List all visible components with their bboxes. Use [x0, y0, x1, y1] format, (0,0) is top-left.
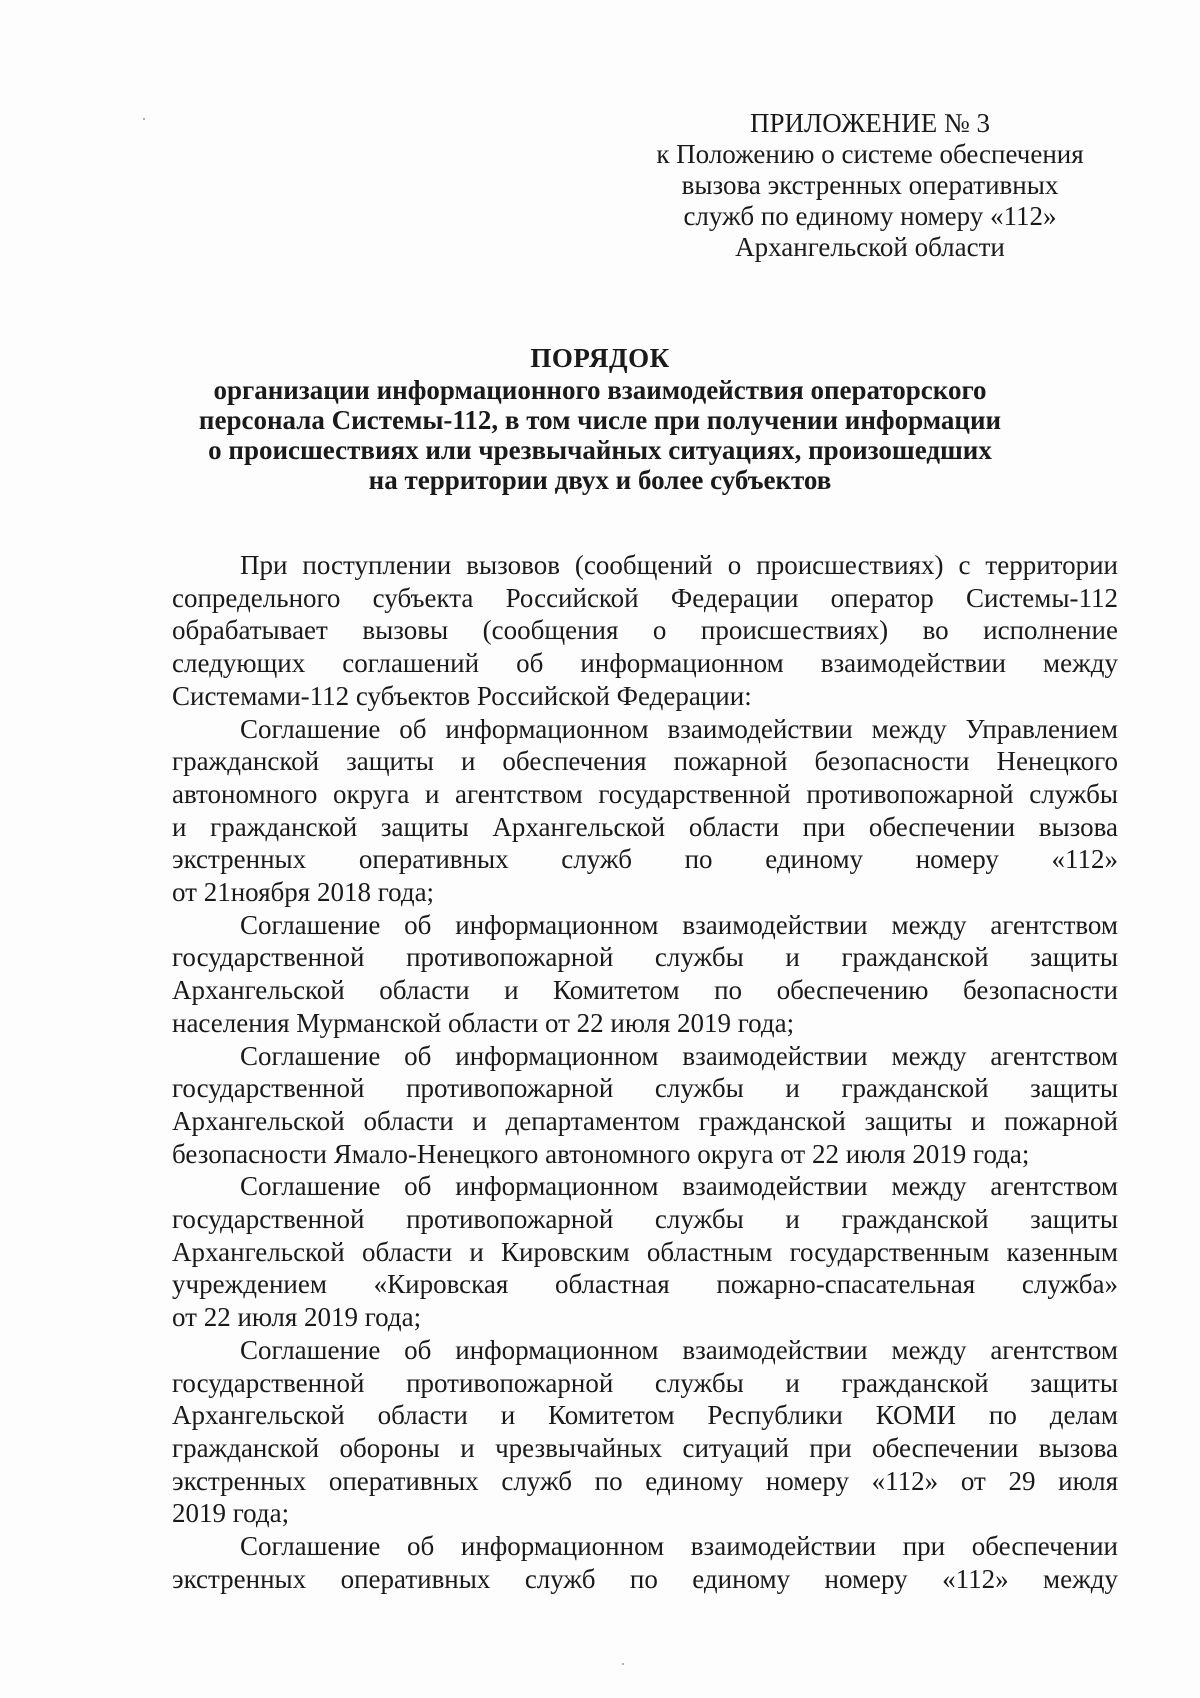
- title-line: организации информационного взаимодействия операторского: [213, 375, 987, 405]
- body-line: государственной противопожарной службы и гражданской защиты: [172, 1204, 1118, 1235]
- body-line: гражданской защиты и обеспечения пожарной безопасности Ненецкого: [172, 746, 1118, 777]
- body-line: от 21ноября 2018 года;: [172, 877, 435, 908]
- appendix-header: [620, 108, 1120, 263]
- body-line: Соглашение об информационном взаимодействии при обеспечении: [240, 1531, 1118, 1562]
- body-line: безопасности Ямало-Ненецкого автономного округа от 22 июля 2019 года;: [172, 1138, 1030, 1169]
- body-line: Архангельской области и Комитетом по обеспечению безопасности: [172, 975, 1118, 1006]
- body-line: Архангельской области и департаментом гражданской защиты и пожарной: [172, 1105, 1118, 1136]
- title-line: персонала Системы-112, в том числе при получении информации: [198, 405, 1002, 435]
- body-line: Соглашение об информационном взаимодействии между Управлением: [240, 713, 1118, 744]
- appendix-line: Архангельской области: [735, 232, 1005, 262]
- body-line: следующих соглашений об информационном взаимодействии между: [172, 648, 1118, 679]
- body-line: экстренных оперативных служб по единому номеру «112»: [172, 844, 1118, 875]
- body-line: населения Мурманской области от 22 июля 2019 года;: [172, 1007, 795, 1038]
- body-line: Соглашение об информационном взаимодействии между агентством: [240, 1334, 1118, 1365]
- body-line: государственной противопожарной службы и гражданской защиты: [172, 1073, 1118, 1104]
- appendix-line: служб по единому номеру «112»: [683, 201, 1057, 231]
- body-line: учреждением «Кировская областная пожарно-спасательная служба»: [172, 1269, 1118, 1300]
- body-line: Архангельской области и Комитетом Республики КОМИ по делам: [172, 1400, 1118, 1431]
- appendix-line: ПРИЛОЖЕНИЕ № 3: [749, 108, 991, 138]
- scan-speck: [143, 118, 145, 120]
- body-line: обрабатывает вызовы (сообщения о происшествиях) во исполнение: [172, 615, 1118, 646]
- body-line: экстренных оперативных служб по единому номеру «112» от 29 июля: [172, 1465, 1118, 1496]
- body-line: государственной противопожарной службы и гражданской защиты: [172, 942, 1118, 973]
- body-line: 2019 года;: [172, 1498, 290, 1529]
- body-line: и гражданской защиты Архангельской области при обеспечении вызова: [172, 811, 1118, 842]
- body-line: государственной противопожарной службы и гражданской защиты: [172, 1367, 1118, 1398]
- body-line: Соглашение об информационном взаимодействии между агентством: [240, 1171, 1118, 1202]
- body-line: автономного округа и агентством государственной противопожарной службы: [172, 778, 1118, 809]
- body-line: Архангельской области и Кировским областным государственным казенным: [172, 1236, 1118, 1267]
- body-line: Соглашение об информационном взаимодействии между агентством: [240, 1040, 1118, 1071]
- title-line: о происшествиях или чрезвычайных ситуациях, произошедших: [208, 435, 992, 465]
- body-line: от 22 июля 2019 года;: [172, 1302, 422, 1333]
- appendix-line: вызова экстренных оперативных: [681, 170, 1059, 200]
- scan-speck: [622, 1663, 624, 1665]
- body-line: гражданской обороны и чрезвычайных ситуаций при обеспечении вызова: [172, 1432, 1118, 1463]
- appendix-line: к Положению о системе обеспечения: [656, 139, 1084, 169]
- body-line: Соглашение об информационном взаимодействии между агентством: [240, 909, 1118, 940]
- title-main: ПОРЯДОК: [530, 343, 670, 373]
- document-body: [172, 549, 1118, 1596]
- body-line: При поступлении вызовов (сообщений о происшествиях) с территории: [240, 550, 1118, 580]
- body-line: экстренных оперативных служб по единому номеру «112» между: [172, 1563, 1118, 1594]
- body-line: сопредельного субъекта Российской Федерации оператор Системы-112: [172, 582, 1118, 613]
- title-line: на территории двух и более субъектов: [368, 465, 832, 495]
- body-line: Системами-112 субъектов Российской Федерации:: [172, 680, 752, 711]
- document-title: [120, 343, 1080, 495]
